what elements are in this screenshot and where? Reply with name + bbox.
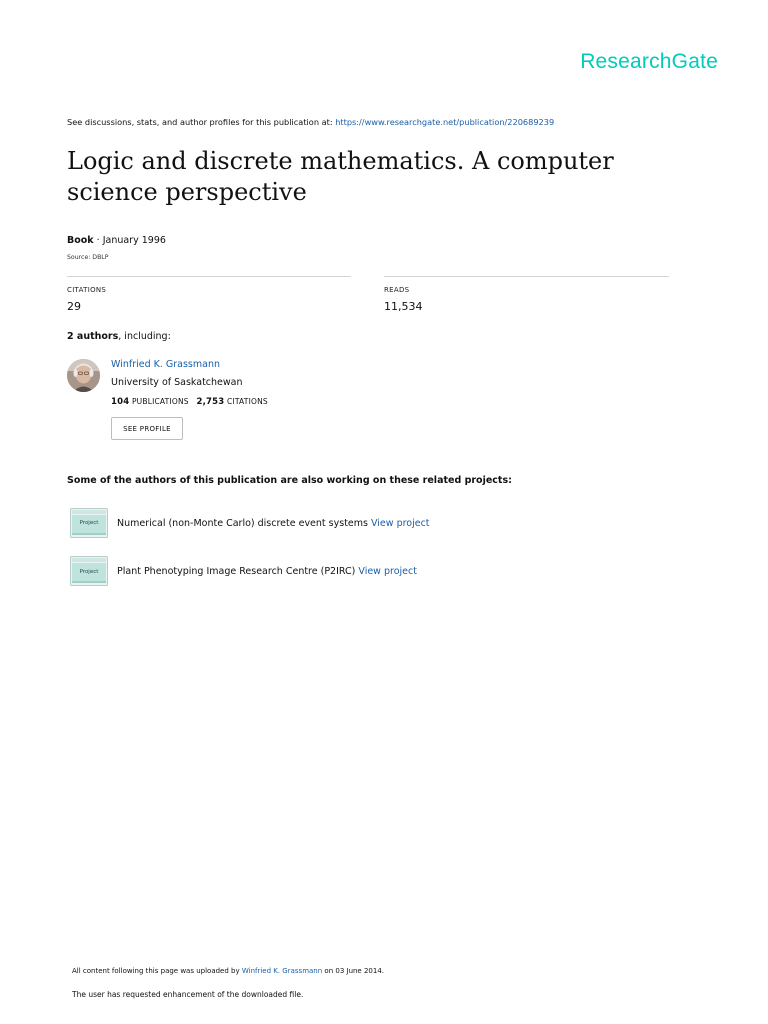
publication-source: Source: DBLP bbox=[67, 254, 109, 261]
publication-date: · January 1996 bbox=[96, 235, 166, 246]
author-stats bbox=[111, 397, 268, 407]
upload-prefix: All content following this page was uploaded by bbox=[72, 967, 240, 975]
publication-url-link[interactable]: https://www.researchgate.net/publication/220689239 bbox=[335, 117, 555, 127]
project-item bbox=[117, 566, 417, 577]
author-citations-count: 2,753 bbox=[196, 397, 225, 407]
view-project-link[interactable]: View project bbox=[358, 566, 417, 577]
researchgate-logo[interactable]: ResearchGate bbox=[580, 50, 718, 73]
see-profile-button[interactable]: SEE PROFILE bbox=[111, 417, 183, 440]
reads-count: 11,534 bbox=[384, 300, 423, 313]
author-avatar[interactable] bbox=[67, 359, 100, 392]
author-publications-label: PUBLICATIONS bbox=[131, 397, 189, 406]
uploader-link[interactable]: Winfried K. Grassmann bbox=[241, 967, 323, 975]
publication-type: Book bbox=[67, 235, 94, 246]
enhancement-note: The user has requested enhancement of the downloaded file. bbox=[72, 990, 304, 999]
project-icon-label: Project bbox=[79, 520, 99, 526]
citations-label: CITATIONS bbox=[67, 286, 107, 294]
upload-note bbox=[72, 967, 384, 975]
citations-count: 29 bbox=[67, 300, 81, 313]
divider-citations bbox=[67, 276, 351, 277]
authors-including: , including: bbox=[118, 331, 171, 342]
upload-suffix: on 03 June 2014. bbox=[324, 967, 385, 975]
avatar-photo-icon bbox=[67, 359, 100, 392]
authors-count: 2 authors bbox=[67, 331, 119, 342]
related-projects-heading: Some of the authors of this publication are also working on these related projects: bbox=[67, 475, 512, 486]
divider-reads bbox=[384, 276, 669, 277]
author-citations-label: CITATIONS bbox=[227, 397, 268, 406]
project-icon-label: Project bbox=[79, 569, 99, 575]
author-publications-count: 104 bbox=[111, 397, 130, 407]
view-project-link[interactable]: View project bbox=[371, 518, 430, 529]
author-institution: University of Saskatchewan bbox=[111, 377, 243, 388]
project-item bbox=[117, 518, 430, 529]
project-title: Plant Phenotyping Image Research Centre (P2IRC) bbox=[117, 566, 356, 577]
authors-count-line bbox=[67, 331, 171, 342]
profile-discussion-line bbox=[67, 117, 554, 127]
publication-title: Logic and discrete mathematics. A computer science perspective bbox=[67, 147, 614, 206]
publication-meta bbox=[67, 235, 166, 246]
intro-text: See discussions, stats, and author profiles for this publication at: bbox=[67, 117, 333, 127]
project-title: Numerical (non-Monte Carlo) discrete event systems bbox=[117, 518, 368, 529]
reads-label: READS bbox=[384, 286, 410, 294]
author-name-link[interactable]: Winfried K. Grassmann bbox=[111, 359, 221, 370]
